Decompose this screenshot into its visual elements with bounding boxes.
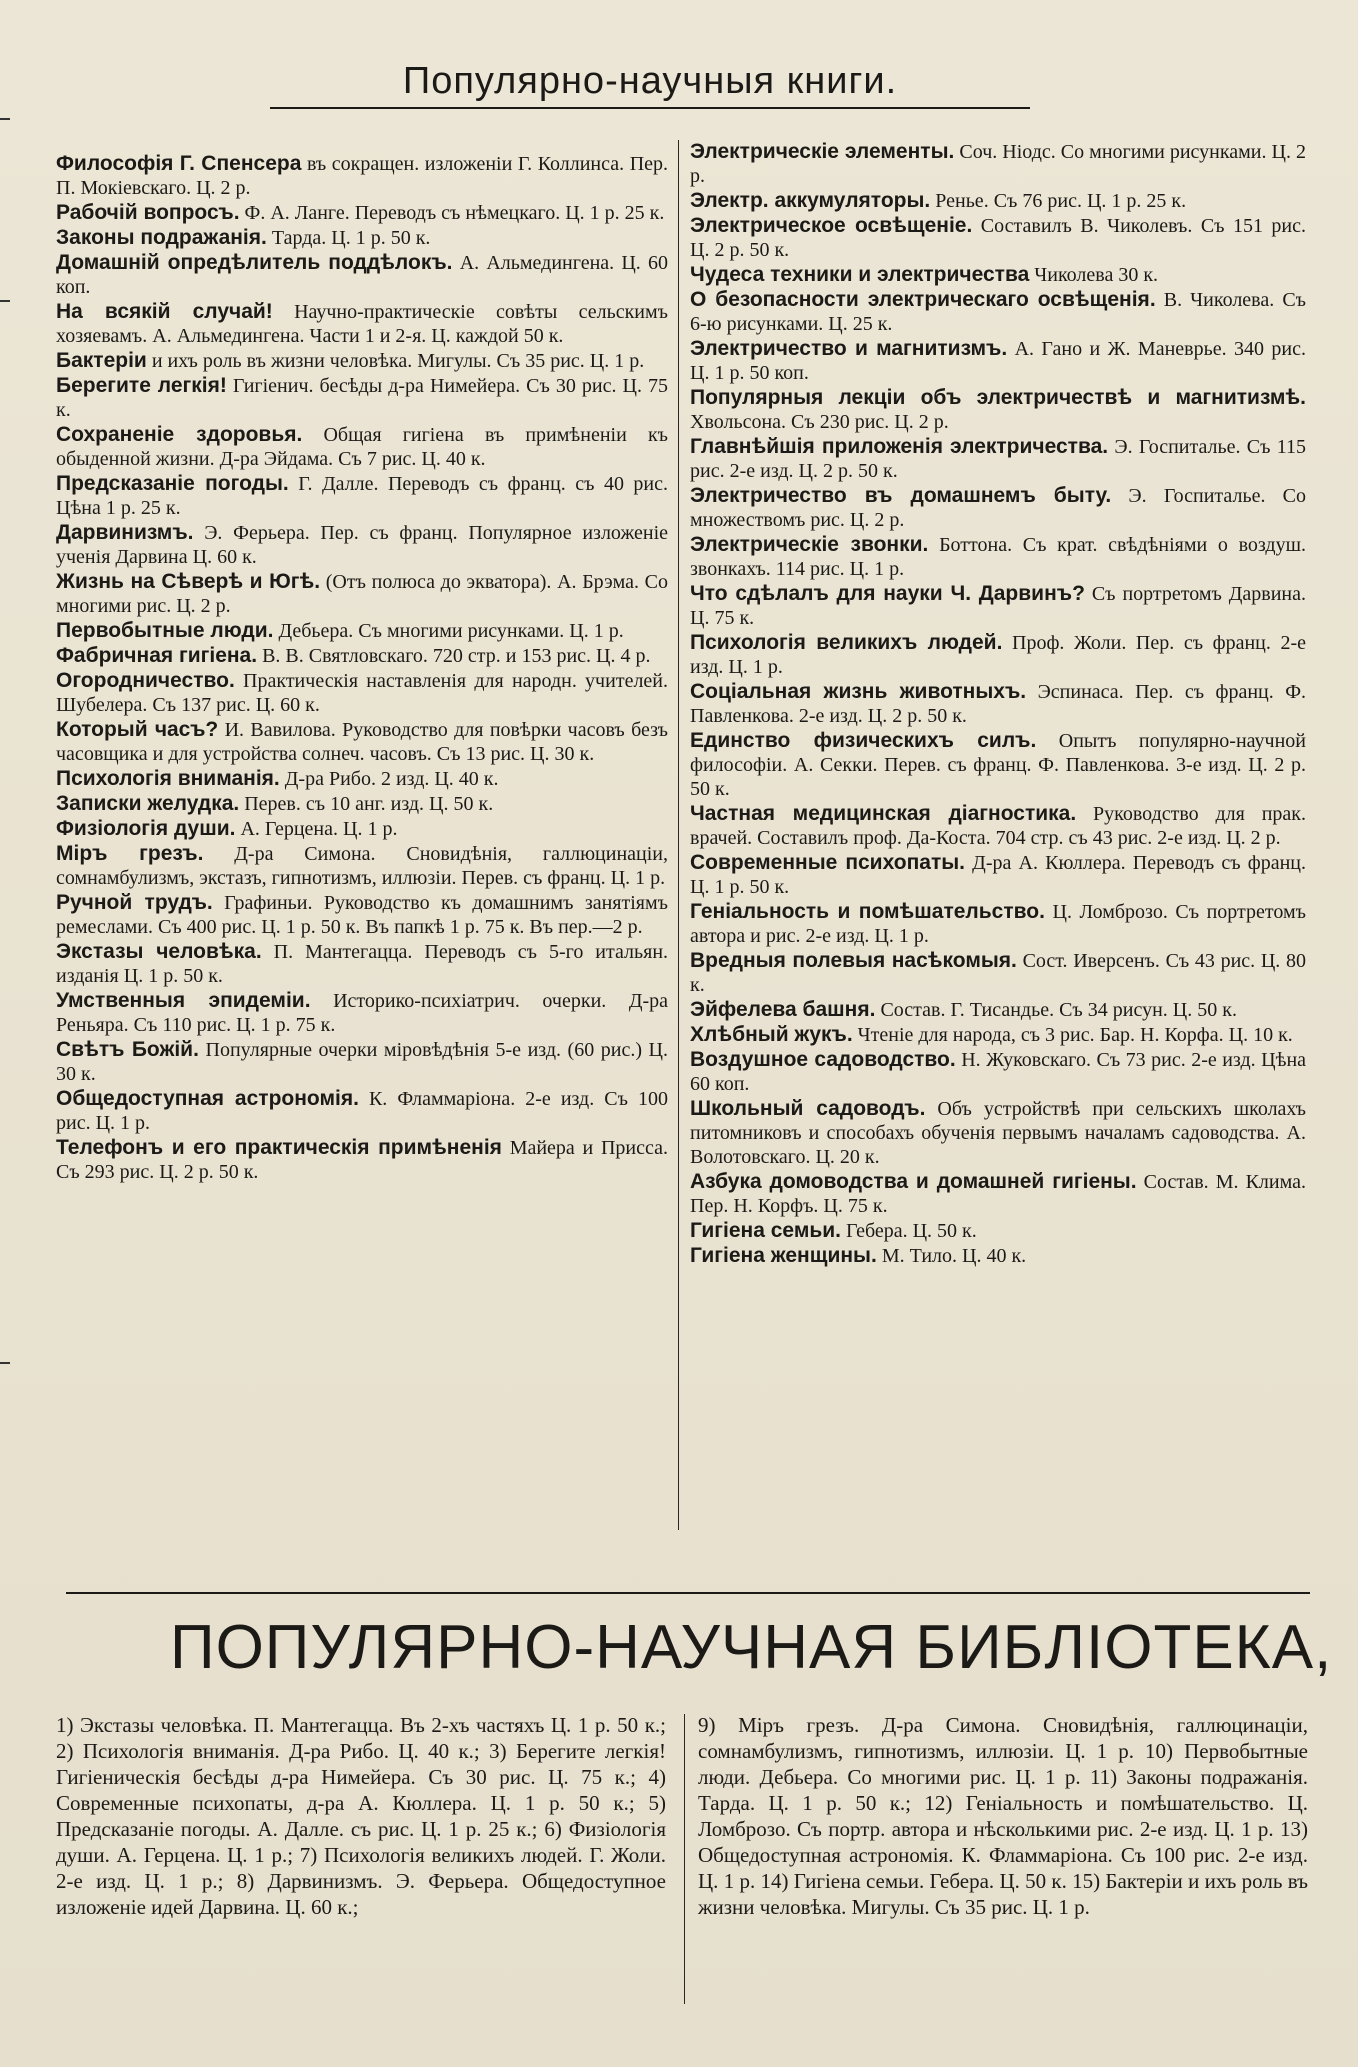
book-entry bbox=[56, 349, 668, 373]
book-details: Историко-психіатрич. очерки. Д-ра Реньяра. Съ 110 рис. Ц. 1 р. 75 к. bbox=[56, 990, 668, 1036]
book-title: Записки желудка. bbox=[56, 792, 240, 815]
book-entry bbox=[690, 631, 1306, 679]
book-details: Чтеніе для народа, съ 3 рис. Бар. Н. Корфа. Ц. 10 к. bbox=[857, 1024, 1293, 1046]
book-details: Майера и Присса. Съ 293 рис. Ц. 2 р. 50 к. bbox=[56, 1137, 669, 1183]
book-entry bbox=[56, 644, 668, 668]
book-details: Э. Госпиталье. Со множествомъ рис. Ц. 2 р. bbox=[690, 485, 1306, 531]
book-details: Д-ра Симона. Сновидѣнія, галлюцинаціи, сомнамбулизмъ, экстазъ, гипнотизмъ, иллюзіи. Перев. съ франц. Ц. 1 р. bbox=[56, 843, 668, 889]
column-divider bbox=[678, 140, 679, 1530]
book-title: Экстазы человѣка. bbox=[56, 940, 262, 963]
book-entry bbox=[56, 817, 668, 841]
book-title: Фабричная гигіена. bbox=[56, 644, 258, 667]
book-details: Чиколева 30 к. bbox=[1034, 264, 1159, 286]
book-details: (Отъ полюса до экватора). А. Брэма. Со многими рис. Ц. 2 р. bbox=[56, 571, 669, 617]
book-entry bbox=[56, 1038, 668, 1086]
book-details: Сост. Иверсенъ. Съ 43 рис. Ц. 80 к. bbox=[690, 950, 1306, 996]
book-entry bbox=[56, 1136, 668, 1184]
library-list-left: 1) Экстазы человѣка. П. Мантегацца. Въ 2-хъ частяхъ Ц. 1 р. 50 к.; 2) Психологія вниманія. Д-ра Рибо. Ц. 40 к.; 3) Берегите легкія! Гигіеническія бесѣды д-ра Нимейера. Съ 30 рис. Ц. 75 к.; 4) Современные психопаты, д-ра А. Кюллера. Ц. 1 р. 50 к.; 5) Предсказаніе погоды. А. Далле. съ рис. Ц. 1 р. 25 к.; 6) Физіологія души. А. Герцена. Ц. 1 р.; 7) Психологія великихъ людей. Г. Жоли. 2-е изд. Ц. 1 р.; 8) Дарвинизмъ. Э. Ферьера. Общедоступное изложеніе идей Дарвина. Ц. 60 к.; bbox=[56, 1713, 666, 1919]
book-title: Электрическіе звонки. bbox=[690, 533, 929, 556]
book-entry bbox=[690, 582, 1306, 630]
book-details: Ренье. Съ 76 рис. Ц. 1 р. 25 к. bbox=[935, 190, 1187, 212]
book-entry bbox=[690, 533, 1306, 581]
book-title: Бактеріи bbox=[56, 349, 147, 372]
book-title: Телефонъ и его практическія примѣненія bbox=[56, 1136, 502, 1159]
book-entry bbox=[690, 1244, 1306, 1268]
book-entry bbox=[56, 842, 668, 890]
left-column bbox=[56, 152, 668, 1185]
book-entry bbox=[690, 729, 1306, 801]
book-entry bbox=[690, 435, 1306, 483]
book-entry bbox=[690, 288, 1306, 336]
book-entry bbox=[690, 140, 1306, 188]
book-title: Современные психопаты. bbox=[690, 851, 965, 874]
book-details: Состав. Г. Тисандье. Съ 34 рисун. Ц. 50 к. bbox=[880, 999, 1237, 1021]
book-details: Ц. Ломброзо. Съ портретомъ автора и рис. 2-е изд. Ц. 1 р. bbox=[690, 901, 1306, 947]
library-title: ПОПУЛЯРНО-НАУЧНАЯ БИБЛІОТЕКА, bbox=[170, 1613, 1333, 1682]
book-entry bbox=[690, 900, 1306, 948]
right-column bbox=[690, 140, 1306, 1269]
book-title: Чудеса техники и электричества bbox=[690, 263, 1030, 286]
book-title: На всякій случай! bbox=[56, 300, 273, 323]
book-details: Научно-практическіе совѣты сельскимъ хозяевамъ. А. Альмедингена. Части 1 и 2-я. Ц. каждой 50 к. bbox=[56, 301, 668, 347]
book-details: Н. Жуковскаго. Съ 73 рис. 2-е изд. Цѣна 60 коп. bbox=[690, 1049, 1307, 1095]
book-title: Который часъ? bbox=[56, 718, 219, 741]
book-entry bbox=[690, 851, 1306, 899]
book-details: В. Чиколева. Съ 6-ю рисунками. Ц. 25 к. bbox=[690, 289, 1306, 335]
book-details: Д-ра Рибо. 2 изд. Ц. 40 к. bbox=[284, 768, 499, 790]
book-entry bbox=[56, 374, 668, 422]
book-entry bbox=[56, 891, 668, 939]
book-title: Хлѣбный жукъ. bbox=[690, 1023, 853, 1046]
library-list-right: 9) Міръ грезъ. Д-ра Симона. Сновидѣнія, галлюцинаціи, сомнамбулизмъ, гипнотизмъ, иллюзіи. Ц. 1 р. 10) Первобытные люди. Дебьера. Со многими рис. Ц. 1 р. 11) Законы подражанія. Тарда. Ц. 1 р. 50 к.; 12) Геніальность и помѣшательство. Ц. Ломброзо. Съ портр. автора и нѣсколькими рис. 2-е изд. Ц. 1 р. 13) Общедоступная астрономія. К. Фламмаріона. Съ 100 рис. 2-е изд. Ц. 1 р. 14) Гигіена семьи. Гебера. Ц. 50 к. 15) Бактеріи и ихъ роль въ жизни человѣка. Мигулы. Съ 35 рис. Ц. 1 р. bbox=[698, 1713, 1308, 1919]
book-title: Геніальность и помѣшательство. bbox=[690, 900, 1045, 923]
book-entry bbox=[56, 201, 668, 225]
book-entry bbox=[690, 802, 1306, 850]
book-entry bbox=[56, 989, 668, 1037]
book-details: П. Мантегацца. Переводъ съ 5-го итальян. изданія Ц. 1 р. 50 к. bbox=[56, 941, 669, 987]
book-title: Общедоступная астрономія. bbox=[56, 1087, 359, 1110]
book-title: Эйфелева башня. bbox=[690, 998, 876, 1021]
book-entry bbox=[56, 152, 668, 200]
book-title: Частная медицинская діагностика. bbox=[690, 802, 1077, 825]
book-details: А. Герцена. Ц. 1 р. bbox=[240, 818, 398, 840]
book-entry bbox=[690, 189, 1306, 213]
book-entry bbox=[690, 386, 1306, 434]
book-entry bbox=[690, 1170, 1306, 1218]
book-entry bbox=[56, 423, 668, 471]
book-entry bbox=[690, 1219, 1306, 1243]
book-entry bbox=[56, 570, 668, 618]
book-title: Что сдѣлалъ для науки Ч. Дарвинъ? bbox=[690, 582, 1085, 605]
book-details: Тарда. Ц. 1 р. 50 к. bbox=[271, 227, 431, 249]
book-details: Соч. Ніодс. Со многими рисунками. Ц. 2 р. bbox=[690, 141, 1307, 187]
book-details: Д-ра А. Кюллера. Переводъ съ франц. Ц. 1 р. 50 к. bbox=[690, 852, 1307, 898]
book-entry bbox=[690, 337, 1306, 385]
section-divider bbox=[66, 1592, 1310, 1594]
book-title: Первобытные люди. bbox=[56, 619, 274, 642]
book-entry bbox=[690, 680, 1306, 728]
book-entry bbox=[56, 669, 668, 717]
book-title: Электрическое освѣщеніе. bbox=[690, 214, 973, 237]
book-title: Электричество и магнитизмъ. bbox=[690, 337, 1008, 360]
book-title: Школьный садоводъ. bbox=[690, 1097, 926, 1120]
book-entry bbox=[56, 251, 668, 299]
book-details: и ихъ роль въ жизни человѣка. Мигулы. Съ 35 рис. Ц. 1 р. bbox=[151, 350, 645, 372]
book-details: Эспинаса. Пер. съ франц. Ф. Павленкова. 2-е изд. Ц. 2 р. 50 к. bbox=[690, 681, 1307, 727]
book-title: Физіологія души. bbox=[56, 817, 236, 840]
library-column-divider bbox=[684, 1714, 685, 2004]
book-details: И. Вавилова. Руководство для повѣрки часовъ безъ часовщика и для устройства солнеч. часовъ. Съ 13 рис. Ц. 30 к. bbox=[56, 719, 669, 765]
book-title: Умственныя эпидеміи. bbox=[56, 989, 311, 1012]
book-title: Гигіена женщины. bbox=[690, 1244, 877, 1267]
book-entry bbox=[690, 1023, 1306, 1047]
book-title: Популярныя лекціи объ электричествѣ и магнитизмѣ. bbox=[690, 386, 1306, 409]
margin-mark bbox=[0, 118, 10, 120]
book-details: Э. Госпиталье. Съ 115 рис. 2-е изд. Ц. 2 р. 50 к. bbox=[690, 436, 1306, 482]
book-entry bbox=[690, 1097, 1306, 1169]
book-entry bbox=[690, 263, 1306, 287]
book-details: Опытъ популярно-научной философіи. А. Секки. Перев. съ франц. Ф. Павленкова. 3-е изд. Ц. 2 р. 50 к. bbox=[690, 730, 1306, 800]
book-entry bbox=[56, 940, 668, 988]
book-details: Гигіенич. бесѣды д-ра Нимейера. Съ 30 рис. Ц. 75 к. bbox=[56, 375, 669, 421]
book-entry bbox=[56, 226, 668, 250]
book-title: Рабочій вопросъ. bbox=[56, 201, 240, 224]
book-entry bbox=[56, 792, 668, 816]
page-title: Популярно-научныя книги. bbox=[270, 60, 1030, 109]
book-title: Единство физическихъ силъ. bbox=[690, 729, 1037, 752]
book-details: Общая гигіена въ примѣненіи къ обыденной жизни. Д-ра Эйдама. Съ 7 рис. Ц. 40 к. bbox=[56, 424, 668, 470]
book-details: А. Гано и Ж. Маневрье. 340 рис. Ц. 1 р. 50 коп. bbox=[690, 338, 1306, 384]
book-details: Графиньи. Руководство къ домашнимъ занятіямъ ремеслами. Съ 400 рис. Ц. 1 р. 50 к. Въ папкѣ 1 р. 75 к. Въ пер.—2 р. bbox=[56, 892, 668, 938]
book-title: Гигіена семьи. bbox=[690, 1219, 842, 1242]
book-title: Домашній опредѣлитель поддѣлокъ. bbox=[56, 251, 453, 274]
book-entry bbox=[690, 949, 1306, 997]
book-title: Ручной трудъ. bbox=[56, 891, 213, 914]
book-details: Состав. М. Клима. Пер. Н. Корфъ. Ц. 75 к. bbox=[690, 1171, 1306, 1217]
margin-mark bbox=[0, 300, 10, 302]
book-title: Берегите легкія! bbox=[56, 374, 227, 397]
book-details: Объ устройствѣ при сельскихъ школахъ питомниковъ и способахъ обученія первымъ началамъ садоводства. А. Волотовскаго. Ц. 20 к. bbox=[690, 1098, 1307, 1168]
book-title: Дарвинизмъ. bbox=[56, 521, 194, 544]
book-title: Законы подражанія. bbox=[56, 226, 267, 249]
book-title: Міръ грезъ. bbox=[56, 842, 204, 865]
book-entry bbox=[690, 214, 1306, 262]
book-title: Жизнь на Сѣверѣ и Югѣ. bbox=[56, 570, 321, 593]
book-title: Свѣтъ Божій. bbox=[56, 1038, 199, 1061]
book-details: Э. Ферьера. Пер. съ франц. Популярное изложеніе ученія Дарвина Ц. 60 к. bbox=[56, 522, 669, 568]
book-title: Соціальная жизнь животныхъ. bbox=[690, 680, 1027, 703]
book-details: Ф. А. Ланге. Переводъ съ нѣмецкаго. Ц. 1 р. 25 к. bbox=[244, 202, 665, 224]
book-details: М. Тило. Ц. 40 к. bbox=[881, 1245, 1027, 1267]
book-details: Популярные очерки міровѣдѣнія 5-е изд. (60 рис.) Ц. 30 к. bbox=[56, 1039, 669, 1085]
book-title: Электричество въ домашнемъ быту. bbox=[690, 484, 1112, 507]
margin-mark bbox=[0, 1362, 10, 1364]
book-details: Руководство для прак. врачей. Составилъ проф. Да-Коста. 704 стр. съ 43 рис. 2-е изд. Ц. 2 р. bbox=[690, 803, 1306, 849]
book-title: Воздушное садоводство. bbox=[690, 1048, 956, 1071]
book-details: Гебера. Ц. 50 к. bbox=[846, 1220, 977, 1242]
book-details: Дебьера. Съ многими рисунками. Ц. 1 р. bbox=[278, 620, 624, 642]
book-title: Электрическіе элементы. bbox=[690, 140, 955, 163]
book-entry bbox=[56, 472, 668, 520]
book-title: Психологія вниманія. bbox=[56, 767, 280, 790]
book-details: Боттона. Съ крат. свѣдѣніями о воздуш. звонкахъ. 114 рис. Ц. 1 р. bbox=[690, 534, 1307, 580]
book-title: О безопасности электрическаго освѣщенія. bbox=[690, 288, 1156, 311]
book-title: Сохраненіе здоровья. bbox=[56, 423, 303, 446]
book-title: Вредныя полевыя насѣкомыя. bbox=[690, 949, 1017, 972]
book-details: Проф. Жоли. Пер. съ франц. 2-е изд. Ц. 1 р. bbox=[690, 632, 1307, 678]
book-entry bbox=[56, 767, 668, 791]
book-title: Азбука домоводства и домашней гигіены. bbox=[690, 1170, 1137, 1193]
book-title: Предсказаніе погоды. bbox=[56, 472, 289, 495]
book-details: Хвольсона. Съ 230 рис. Ц. 2 р. bbox=[690, 411, 949, 433]
book-details: В. В. Святловскаго. 720 стр. и 153 рис. Ц. 4 р. bbox=[262, 645, 651, 667]
book-details: въ сокращен. изложеніи Г. Коллинса. Пер. П. Мокіевскаго. Ц. 2 р. bbox=[56, 153, 669, 199]
book-details: Г. Далле. Переводъ съ франц. съ 40 рис. Цѣна 1 р. 25 к. bbox=[56, 473, 668, 519]
book-entry bbox=[690, 1048, 1306, 1096]
book-details: К. Фламмаріона. 2-е изд. Съ 100 рис. Ц. 1 р. bbox=[56, 1088, 668, 1134]
book-title: Главнѣйшія приложенія электричества. bbox=[690, 435, 1109, 458]
book-title: Философія Г. Спенсера bbox=[56, 152, 302, 175]
book-details: Перев. съ 10 анг. изд. Ц. 50 к. bbox=[244, 793, 494, 815]
book-entry bbox=[690, 484, 1306, 532]
book-title: Психологія великихъ людей. bbox=[690, 631, 1003, 654]
book-title: Огородничество. bbox=[56, 669, 235, 692]
book-details: Съ портретомъ Дарвина. Ц. 75 к. bbox=[690, 583, 1307, 629]
book-details: Составилъ В. Чиколевъ. Съ 151 рис. Ц. 2 р. 50 к. bbox=[690, 215, 1307, 261]
book-entry bbox=[56, 1087, 668, 1135]
book-details: Практическія наставленія для народн. учителей. Шубелера. Съ 137 рис. Ц. 60 к. bbox=[56, 670, 669, 716]
book-title: Электр. аккумуляторы. bbox=[690, 189, 931, 212]
book-entry bbox=[56, 300, 668, 348]
book-entry bbox=[690, 998, 1306, 1022]
book-details: А. Альмедингена. Ц. 60 коп. bbox=[56, 252, 669, 298]
book-entry bbox=[56, 619, 668, 643]
book-entry bbox=[56, 521, 668, 569]
book-entry bbox=[56, 718, 668, 766]
